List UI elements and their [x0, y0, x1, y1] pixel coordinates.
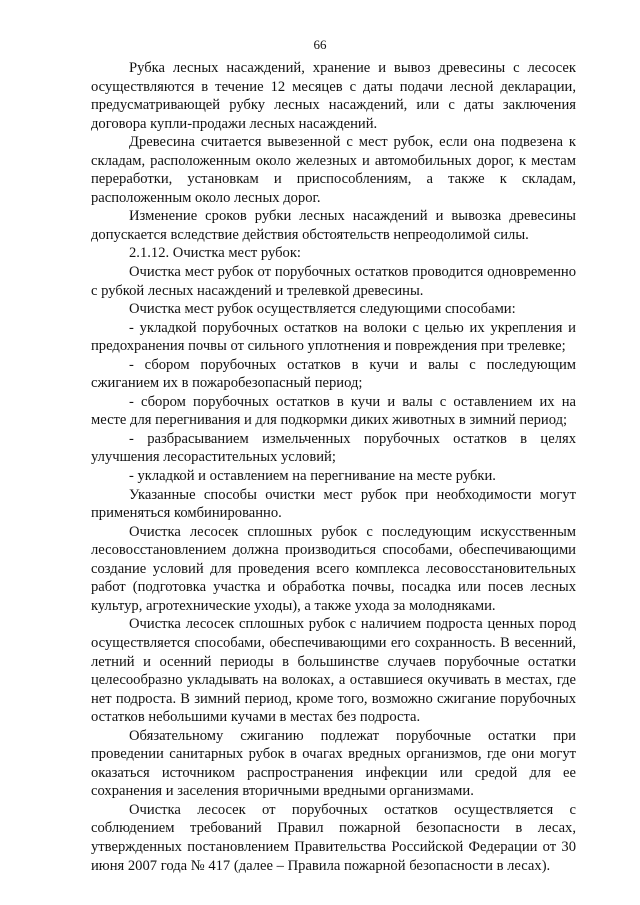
paragraph-deadline-changes: Изменение сроков рубки лесных насаждений и вывозка древесины допускается вследствие действия обстоятельств непреодолимой силы. — [91, 208, 576, 243]
paragraph-combined-methods: Указанные способы очистки мест рубок при необходимости могут применяться комбинированно. — [91, 486, 576, 522]
list-item-method-piles-burning: - сбором порубочных остатков в кучи и валы с последующим сжиганием их в пожаробезопасный период; — [91, 356, 576, 392]
paragraph-mandatory-burning: Обязательному сжиганию подлежат порубочные остатки при проведении санитарных рубок в очагах вредных организмов, где они могут оказаться источником распространения инфекции или средой для ее сохранения и заселения вторичными вредными организмами. — [91, 727, 576, 800]
paragraph-timber-removed-definition: Древесина считается вывезенной с мест рубок, если она подвезена к складам, расположенным около железных и автомобильных дорог, к местам переработки, установкам и приспособлениям, а также к складам, расположенным около лесных дорог. — [91, 134, 576, 206]
paragraph-logging-terms: Рубка лесных насаждений, хранение и вывоз древесины с лесосек осуществляются в течение 12 месяцев с даты подачи лесной декларации, предусматривающей рубку лесных насаждений, или с даты заключения договора купли-продажи лесных насаждений. — [91, 60, 576, 132]
section-heading-cleaning: 2.1.12. Очистка мест рубок: — [129, 245, 301, 262]
document-body — [91, 59, 576, 875]
list-item-method-laying-decay: - укладкой и оставлением на перегнивание на месте рубки. — [129, 468, 496, 485]
list-item-method-skid-trails: - укладкой порубочных остатков на волоки с целью их укрепления и предохранения почвы от сильного уплотнения и повреждения при трелевке; — [91, 319, 576, 355]
list-item-method-piles-decay: - сбором порубочных остатков в кучи и валы с оставлением их на месте для перегнивания и для подкормки диких животных в зимний период; — [91, 393, 576, 429]
paragraph-cleaning-methods-intro: Очистка мест рубок осуществляется следующими способами: — [129, 301, 516, 318]
list-item-method-scattering: - разбрасыванием измельченных порубочных остатков в целях улучшения лесорастительных условий; — [91, 430, 576, 466]
paragraph-undergrowth-preservation: Очистка лесосек сплошных рубок с наличием подроста ценных пород осуществляется способами, обеспечивающими его сохранность. В весенний, летний и осенний периоды в большинстве случаев порубочные остатки целесообразно укладывать на волоках, а оставшиеся окучивать в местах, где нет подроста. В зимний период, кроме того, возможно сжигание порубочных остатков небольшими кучами в местах без подроста. — [91, 616, 576, 726]
paragraph-fire-safety-rules: Очистка лесосек от порубочных остатков осуществляется с соблюдением требований Правил пожарной безопасности в лесах, утвержденных постановлением Правительства Российской Федерации от 30 июня 2007 года № 417 (далее – Правила пожарной безопасности в лесах). — [91, 801, 576, 874]
page-number: 66 — [313, 37, 327, 52]
paragraph-cleaning-simultaneous: Очистка мест рубок от порубочных остатков проводится одновременно с рубкой лесных насаждений и трелевкой древесины. — [91, 264, 576, 299]
paragraph-clear-cut-reforestation: Очистка лесосек сплошных рубок с последующим искусственным лесовосстановлением должна производиться способами, обеспечивающими создание условий для проведения всего комплекса лесовосстановительных работ (подготовка участка и обработка почвы, посадка или посев лесных культур, агротехнические уходы), а также ухода за молодняками. — [91, 523, 576, 614]
